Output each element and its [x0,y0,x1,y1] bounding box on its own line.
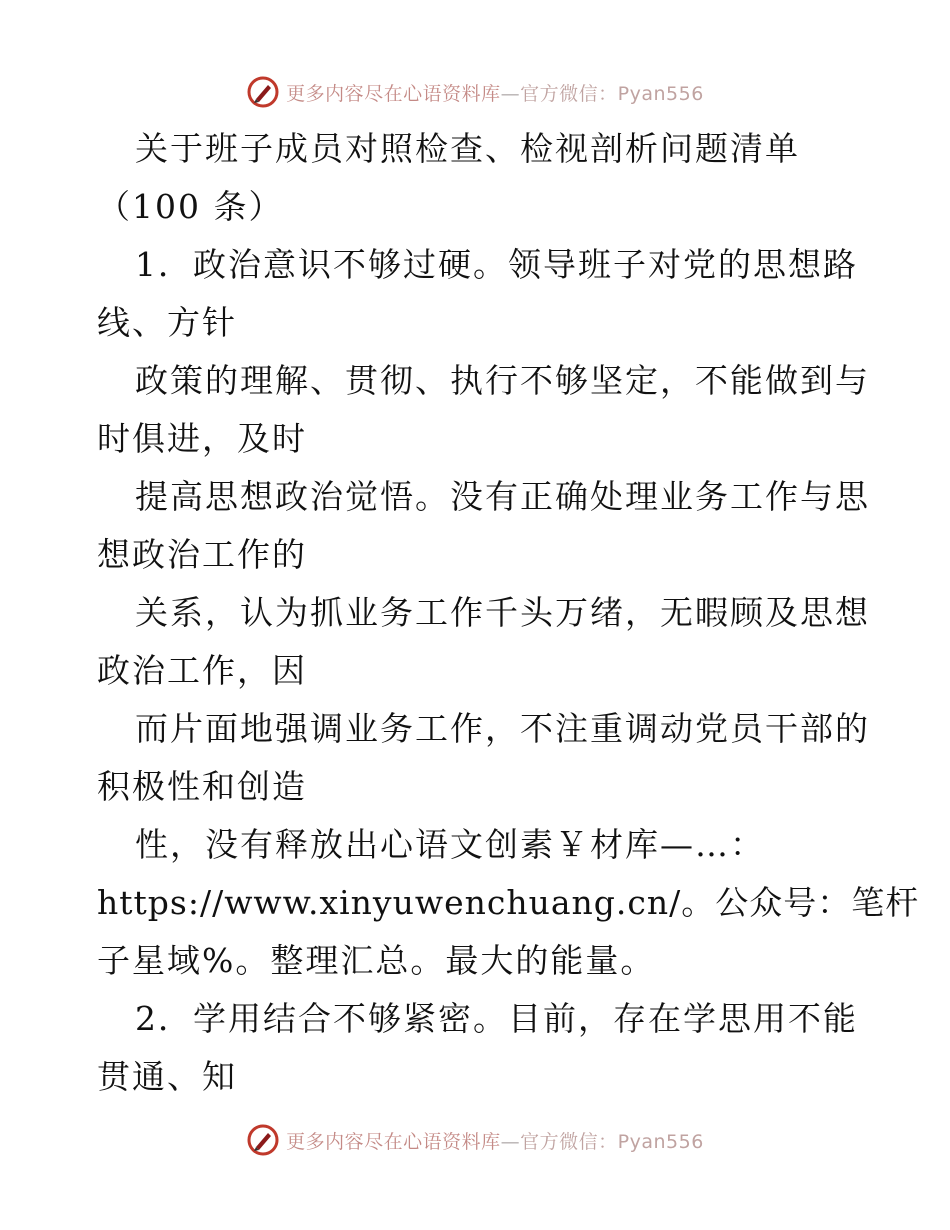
watermark-official-account: 官方微信：Pyan556 [520,1130,704,1153]
url-line: https://www.xinyuwenchuang.cn/。公众号：笔杆 [97,883,920,922]
paragraph-line: 1．政治意识不够过硬。领导班子对党的思想路 [135,245,858,284]
paragraph-line: 关系，认为抓业务工作千头万绪，无暇顾及思想 [135,593,870,632]
paragraph-line: 2．学用结合不够紧密。目前，存在学思用不能 [135,999,858,1038]
watermark-separator: — [500,82,521,105]
paragraph-line: 性，没有释放出心语文创素￥材库—…： [135,825,765,864]
watermark-footer [0,1120,950,1160]
watermark-text: 更多内容尽在心语资料库 [286,1130,501,1153]
paragraph-line: 想政治工作的 [97,535,307,574]
document-title: 关于班子成员对照检查、检视剖析问题清单 [135,129,800,168]
paragraph-line: 线、方针 [97,303,237,342]
paragraph-line: 贯通、知 [97,1057,237,1096]
paragraph-line: 时俱进，及时 [97,419,307,458]
document-body [97,120,920,1106]
watermark-text: 更多内容尽在心语资料库 [286,82,501,105]
paragraph-line: 政治工作，因 [97,651,307,690]
paragraph-line: 积极性和创造 [97,767,307,806]
paragraph-line: 子星域%。整理汇总。最大的能量。 [97,941,656,980]
watermark-header [0,72,950,112]
document-subtitle: （100 条） [97,187,284,226]
pen-logo-icon [246,1123,280,1157]
watermark-separator: — [500,1130,521,1153]
watermark-official-account: 官方微信：Pyan556 [520,82,704,105]
pen-logo-icon [246,75,280,109]
paragraph-line: 政策的理解、贯彻、执行不够坚定，不能做到与 [135,361,870,400]
paragraph-line: 提高思想政治觉悟。没有正确处理业务工作与思 [135,477,870,516]
paragraph-line: 而片面地强调业务工作，不注重调动党员干部的 [135,709,870,748]
